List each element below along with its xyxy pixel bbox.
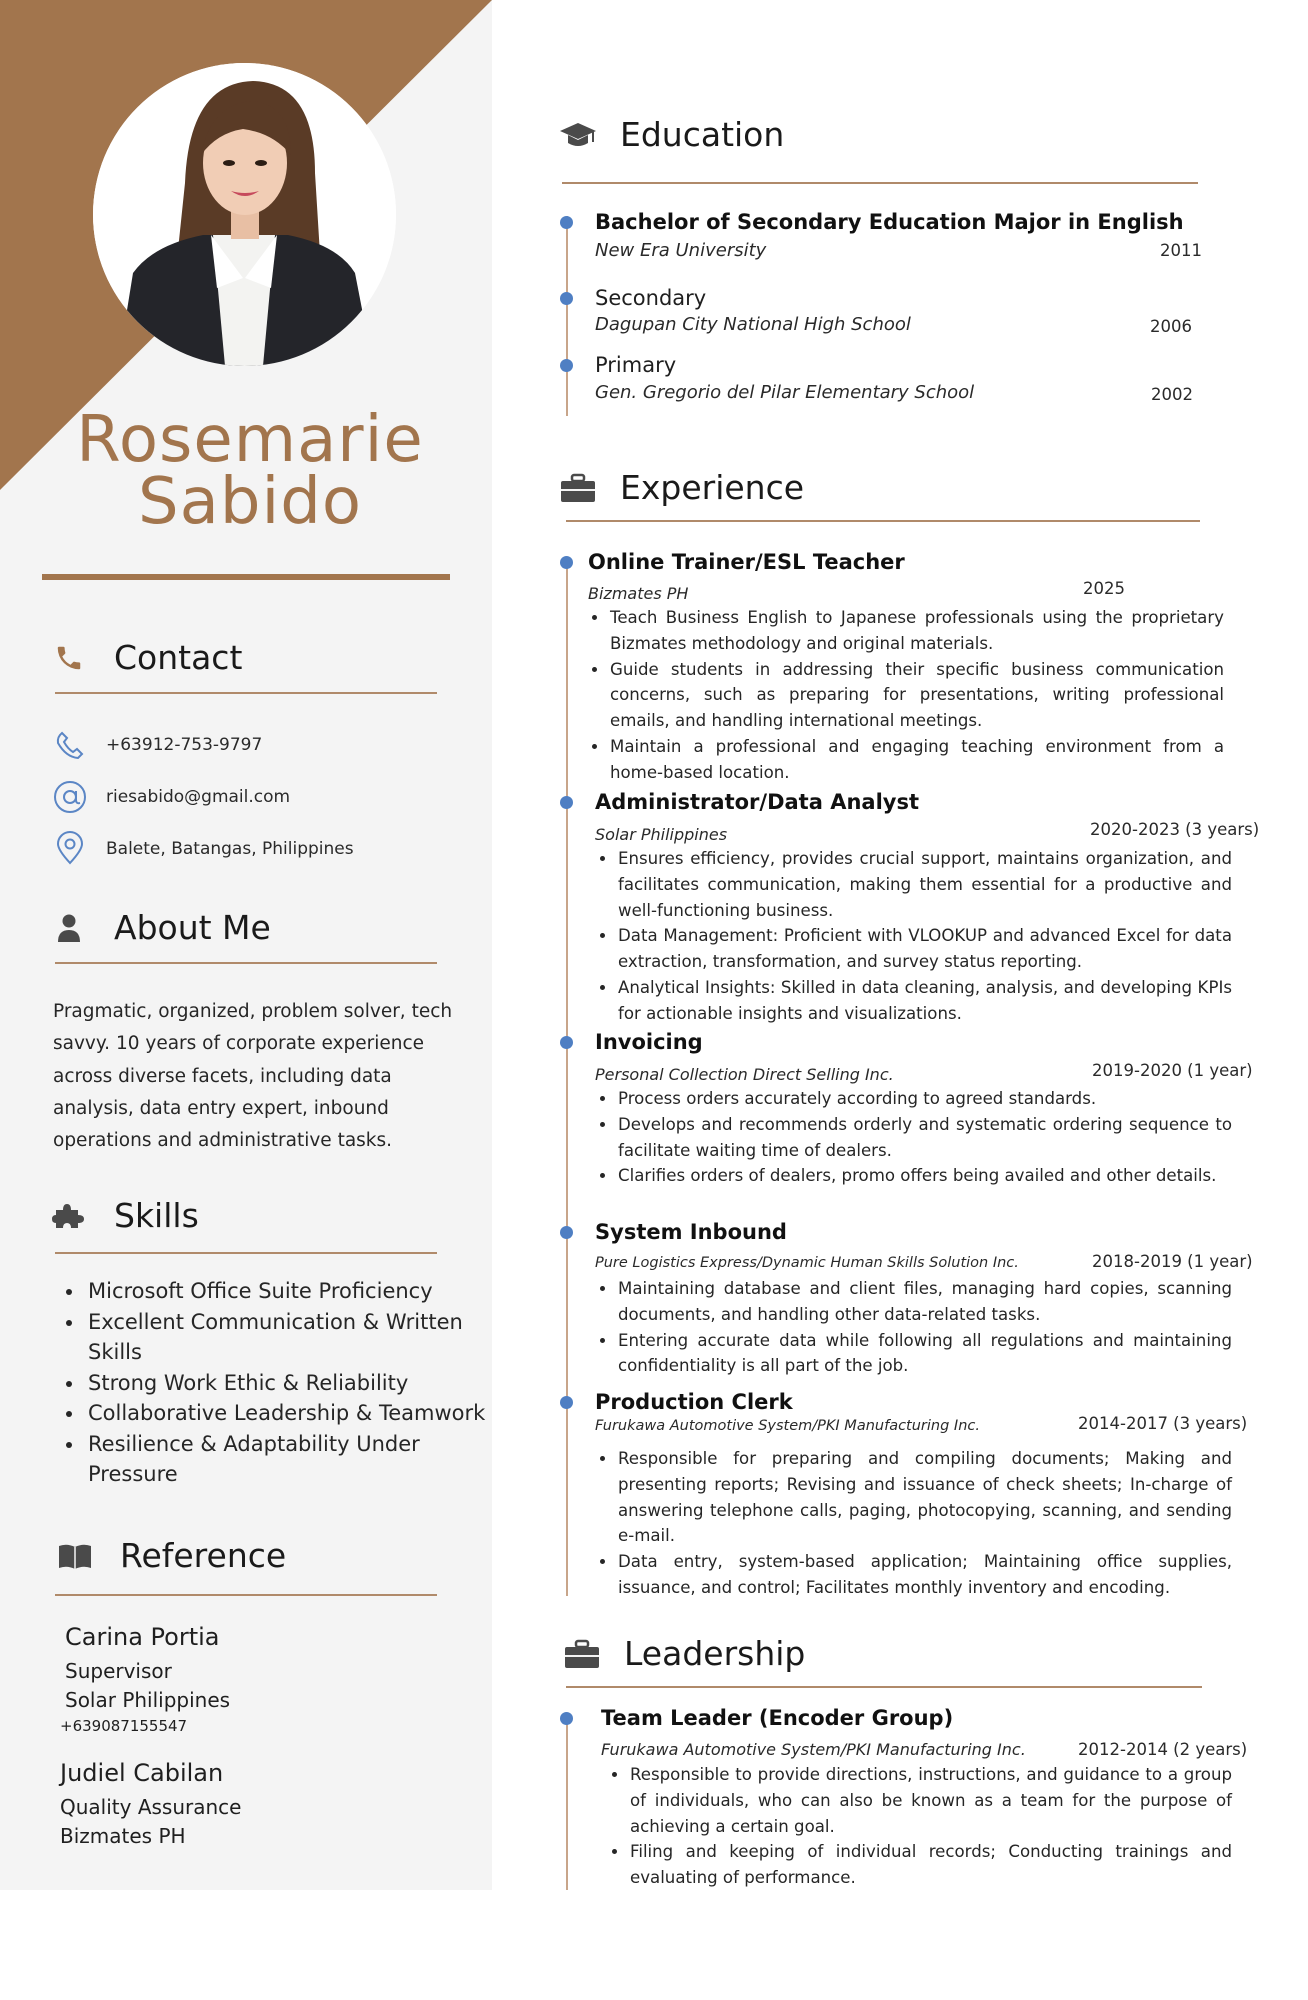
contact-email-row: [52, 779, 290, 815]
job-bullet: Guide students in addressing their specific business communication concerns, such as preparing for presentations, writing professional emails, and handling international meetings.: [588, 657, 1224, 734]
education-year: 2002: [1151, 385, 1193, 404]
job-bullet: Analytical Insights: Skilled in data cleaning, analysis, and developing KPIs for actionable insights and visualizations.: [596, 975, 1232, 1027]
last-name: Sabido: [137, 465, 363, 539]
first-name: Rosemarie: [76, 403, 424, 477]
education-title: Education: [620, 115, 785, 154]
leadership-heading: [562, 1634, 805, 1673]
education-timeline: [566, 216, 568, 416]
book-icon: [58, 1539, 92, 1573]
education-divider: [562, 182, 1198, 184]
timeline-dot: [560, 216, 573, 229]
reference-company: Solar Philippines: [65, 1688, 231, 1712]
job-period: 2020-2023 (3 years): [1090, 820, 1260, 839]
education-degree: Primary: [595, 353, 677, 377]
reference-name: Judiel Cabilan: [60, 1759, 224, 1787]
job-bullet: Develops and recommends orderly and systematic ordering sequence to facilitate waiting time of dealers.: [596, 1112, 1232, 1164]
location-pin-icon: [52, 831, 88, 867]
experience-title: Experience: [620, 468, 805, 507]
skill-item: Strong Work Ethic & Reliability: [60, 1368, 492, 1399]
skills-divider: [55, 1252, 437, 1254]
puzzle-icon: [52, 1199, 86, 1233]
job-company: Pure Logistics Express/Dynamic Human Skills Solution Inc.: [595, 1255, 1019, 1271]
leadership-role: Team Leader (Encoder Group): [601, 1706, 954, 1730]
job-bullets: [596, 1446, 1232, 1601]
job-bullet: Data entry, system-based application; Maintaining office supplies, issuance, and control; Facilitates monthly inventory and encoding.: [596, 1549, 1232, 1601]
about-title: About Me: [114, 908, 271, 947]
reference-title: Reference: [120, 1536, 287, 1575]
leadership-timeline: [566, 1718, 568, 1890]
contact-heading: [52, 638, 242, 677]
contact-address: Balete, Batangas, Philippines: [106, 839, 354, 859]
job-role: Production Clerk: [595, 1390, 793, 1414]
job-company: Furukawa Automotive System/PKI Manufacturing Inc.: [595, 1418, 980, 1434]
education-year: 2011: [1160, 241, 1202, 260]
contact-divider: [55, 692, 437, 694]
job-bullet: Process orders accurately according to agreed standards.: [596, 1086, 1232, 1112]
job-period: 2014-2017 (3 years): [1078, 1414, 1248, 1433]
education-school: Dagupan City National High School: [595, 314, 911, 335]
job-bullet: Ensures efficiency, provides crucial support, maintains organization, and facilitates communication, making them essential for a productive and well-functioning business.: [596, 846, 1232, 923]
education-year: 2006: [1150, 317, 1192, 336]
job-bullets: [596, 1086, 1232, 1189]
job-bullet: Teach Business English to Japanese professionals using the proprietary Bizmates methodology and original materials.: [588, 605, 1224, 657]
skills-title: Skills: [114, 1196, 199, 1235]
contact-phone-row: [52, 727, 262, 763]
experience-timeline: [566, 560, 568, 1596]
about-divider: [55, 962, 437, 964]
job-company: Bizmates PH: [588, 584, 689, 603]
reference-company: Bizmates PH: [60, 1824, 186, 1848]
job-bullet: Maintain a professional and engaging teaching environment from a home-based location.: [588, 734, 1224, 786]
job-role: Invoicing: [595, 1030, 703, 1054]
job-role: Online Trainer/ESL Teacher: [588, 550, 905, 574]
job-role: Administrator/Data Analyst: [595, 790, 919, 814]
timeline-dot: [560, 1396, 573, 1409]
graduation-cap-icon: [558, 117, 598, 153]
job-bullets: [588, 605, 1224, 786]
leadership-company: Furukawa Automotive System/PKI Manufacturing Inc.: [601, 1740, 1026, 1759]
skill-item: Collaborative Leadership & Teamwork: [60, 1398, 492, 1429]
sidebar: [0, 0, 492, 1890]
education-degree: Bachelor of Secondary Education Major in English: [595, 210, 1184, 234]
job-bullet: Maintaining database and client files, managing hard copies, scanning documents, and handling other data-related tasks.: [596, 1276, 1232, 1328]
education-heading: [558, 115, 784, 154]
timeline-dot: [560, 796, 573, 809]
reference-phone[interactable]: +639087155547: [60, 1717, 188, 1735]
briefcase-icon: [558, 470, 598, 506]
job-company: Solar Philippines: [595, 825, 728, 844]
skills-list: [60, 1276, 492, 1490]
phone-outline-icon: [52, 727, 88, 763]
job-bullets: [596, 1276, 1232, 1379]
contact-phone[interactable]: +63912-753-9797: [106, 735, 263, 755]
job-bullet: Entering accurate data while following all regulations and maintaining confidentiality is all part of the job.: [596, 1328, 1232, 1380]
job-bullets: [596, 846, 1232, 1027]
job-period: 2025: [1083, 579, 1125, 598]
education-degree: Secondary: [595, 286, 707, 310]
leadership-bullets: [608, 1762, 1232, 1891]
experience-divider: [566, 520, 1200, 522]
experience-heading: [558, 468, 804, 507]
reference-heading: [58, 1536, 286, 1575]
job-period: 2019-2020 (1 year): [1092, 1061, 1253, 1080]
timeline-dot: [560, 556, 573, 569]
contact-email[interactable]: riesabido@gmail.com: [106, 787, 291, 807]
job-bullet: Responsible for preparing and compiling documents; Making and presenting reports; Revising and issuance of check sheets; In-charge of answering telephone calls, paging, photocopying, scanning, and sending e-mail.: [596, 1446, 1232, 1549]
skill-item: Resilience & Adaptability Under Pressure: [60, 1429, 492, 1490]
job-bullet: Clarifies orders of dealers, promo offers being availed and other details.: [596, 1163, 1232, 1189]
phone-icon: [52, 641, 86, 675]
about-heading: [52, 908, 271, 947]
reference-role: Supervisor: [65, 1659, 172, 1683]
leadership-period: 2012-2014 (2 years): [1078, 1740, 1248, 1759]
about-text: Pragmatic, organized, problem solver, tech savvy. 10 years of corporate experience across diverse facets, including data analysis, data entry expert, inbound operations and administrative tasks.: [53, 1001, 453, 1152]
skill-item: Microsoft Office Suite Proficiency: [60, 1276, 492, 1307]
leadership-divider: [566, 1686, 1202, 1688]
leadership-bullet: Filing and keeping of individual records; Conducting trainings and evaluating of performance.: [608, 1839, 1232, 1891]
leadership-bullet: Responsible to provide directions, instructions, and guidance to a group of individuals, who can also be known as a team for the purpose of achieving a certain goal.: [608, 1762, 1232, 1839]
profile-photo: [93, 63, 396, 366]
name-divider: [42, 574, 450, 580]
reference-divider: [55, 1594, 437, 1596]
contact-title: Contact: [114, 638, 243, 677]
job-period: 2018-2019 (1 year): [1092, 1252, 1253, 1271]
person-icon: [52, 911, 86, 945]
job-company: Personal Collection Direct Selling Inc.: [595, 1065, 894, 1084]
leadership-title: Leadership: [624, 1634, 806, 1673]
at-sign-icon: [52, 779, 88, 815]
reference-name: Carina Portia: [65, 1623, 220, 1651]
timeline-dot: [560, 1712, 573, 1725]
contact-address-row: [52, 831, 354, 867]
timeline-dot: [560, 359, 573, 372]
education-school: Gen. Gregorio del Pilar Elementary School: [595, 382, 975, 403]
timeline-dot: [560, 1036, 573, 1049]
skill-item: Excellent Communication & Written Skills: [60, 1307, 492, 1368]
skills-heading: [52, 1196, 199, 1235]
timeline-dot: [560, 292, 573, 305]
job-bullet: Data Management: Proficient with VLOOKUP and advanced Excel for data extraction, transformation, and survey status reporting.: [596, 923, 1232, 975]
education-school: New Era University: [595, 240, 767, 261]
job-role: System Inbound: [595, 1220, 787, 1244]
reference-role: Quality Assurance: [60, 1795, 242, 1819]
timeline-dot: [560, 1226, 573, 1239]
briefcase-icon: [562, 1636, 602, 1672]
